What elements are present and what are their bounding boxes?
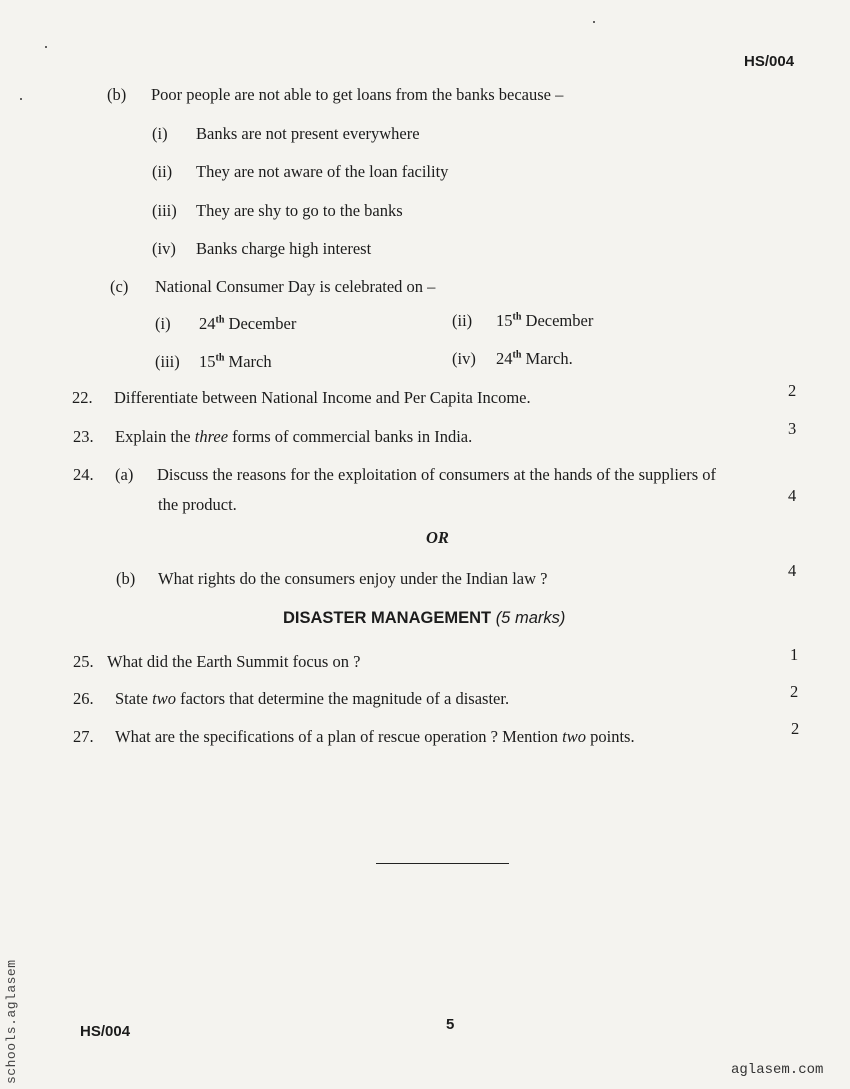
speck	[593, 21, 595, 23]
question-text-post: factors that determine the magnitude of a disaster.	[180, 689, 510, 708]
question-text: Poor people are not able to get loans from the banks because –	[151, 85, 564, 104]
question-emphasis: two	[152, 689, 176, 708]
option-text: Banks charge high interest	[196, 239, 372, 258]
question-24a-continued: the product.	[158, 495, 237, 514]
question-text-pre: State	[115, 689, 148, 708]
option-day: 15	[496, 311, 513, 330]
question-text-pre: What are the specifications of a plan of rescue operation ? Mention	[115, 727, 559, 746]
option-day: 15	[199, 352, 216, 371]
question-25	[73, 652, 360, 672]
question-26	[73, 689, 509, 709]
option-month: December	[228, 314, 297, 333]
question-text: Discuss the reasons for the exploitation of consumers at the hands of the suppliers of	[157, 465, 717, 484]
option-item	[152, 124, 420, 144]
option-text: Banks are not present everywhere	[196, 124, 420, 143]
option-ordinal: th	[512, 311, 522, 323]
question-number: 26.	[73, 689, 94, 708]
question-marks: 4	[788, 486, 797, 505]
question-marks: 2	[791, 719, 800, 738]
question-marks: 1	[790, 645, 799, 664]
header-paper-code: HS/004	[744, 53, 795, 70]
question-21c	[110, 277, 435, 297]
option-month: March.	[525, 349, 573, 368]
question-marks: 2	[788, 381, 797, 400]
option-ordinal: th	[215, 314, 225, 326]
option-label: (i)	[155, 314, 171, 333]
question-emphasis: three	[194, 427, 229, 446]
question-number: 22.	[72, 388, 93, 407]
question-number: 27.	[73, 727, 94, 746]
or-divider: OR	[426, 528, 449, 547]
option-month: March	[228, 352, 272, 371]
option-ordinal: th	[512, 349, 522, 361]
question-text: Differentiate between National Income and Per Capita Income.	[114, 388, 531, 407]
option-label: (iv)	[452, 349, 476, 368]
page-number: 5	[446, 1016, 455, 1033]
question-24a	[73, 465, 716, 485]
section-title: DISASTER MANAGEMENT	[283, 609, 492, 627]
option-item	[155, 352, 272, 372]
question-21b	[107, 85, 563, 105]
option-item	[155, 314, 296, 334]
option-label: (i)	[152, 124, 168, 143]
option-month: December	[525, 311, 594, 330]
question-text-post: points.	[590, 727, 635, 746]
watermark-right: aglasem.com	[731, 1062, 824, 1078]
question-label: (a)	[115, 465, 134, 484]
question-marks: 4	[788, 561, 797, 580]
question-emphasis: two	[562, 727, 586, 746]
question-text: What did the Earth Summit focus on ?	[107, 652, 361, 671]
option-label: (ii)	[452, 311, 473, 330]
question-text: National Consumer Day is celebrated on –	[155, 277, 436, 296]
speck	[20, 98, 22, 100]
question-marks: 2	[790, 682, 799, 701]
option-text: They are not aware of the loan facility	[196, 162, 449, 181]
question-label: (c)	[110, 277, 129, 296]
question-number: 23.	[73, 427, 94, 446]
question-23	[73, 427, 472, 447]
option-item	[452, 349, 573, 369]
option-item	[452, 311, 593, 331]
question-label: (b)	[107, 85, 127, 104]
option-text: They are shy to go to the banks	[196, 201, 403, 220]
footer-paper-code: HS/004	[80, 1023, 131, 1040]
end-of-paper-rule	[376, 863, 509, 864]
option-label: (ii)	[152, 162, 173, 181]
question-text-pre: Explain the	[115, 427, 191, 446]
option-day: 24	[199, 314, 216, 333]
question-22	[72, 388, 531, 408]
question-number: 24.	[73, 465, 94, 484]
option-label: (iii)	[152, 201, 177, 220]
section-marks-note: (5 marks)	[495, 609, 566, 627]
question-label: (b)	[116, 569, 136, 588]
question-marks: 3	[788, 419, 797, 438]
question-text: What rights do the consumers enjoy under the Indian law ?	[158, 569, 548, 588]
question-text-post: forms of commercial banks in India.	[232, 427, 473, 446]
speck	[45, 46, 47, 48]
question-number: 25.	[73, 652, 94, 671]
question-27	[73, 727, 635, 747]
question-24b	[116, 569, 547, 589]
section-heading	[283, 609, 565, 628]
option-ordinal: th	[215, 352, 225, 364]
option-item	[152, 201, 403, 221]
option-label: (iv)	[152, 239, 176, 258]
option-label: (iii)	[155, 352, 180, 371]
option-item	[152, 162, 448, 182]
option-item	[152, 239, 371, 259]
option-day: 24	[496, 349, 513, 368]
watermark-left: schools.aglasem	[4, 959, 19, 1084]
